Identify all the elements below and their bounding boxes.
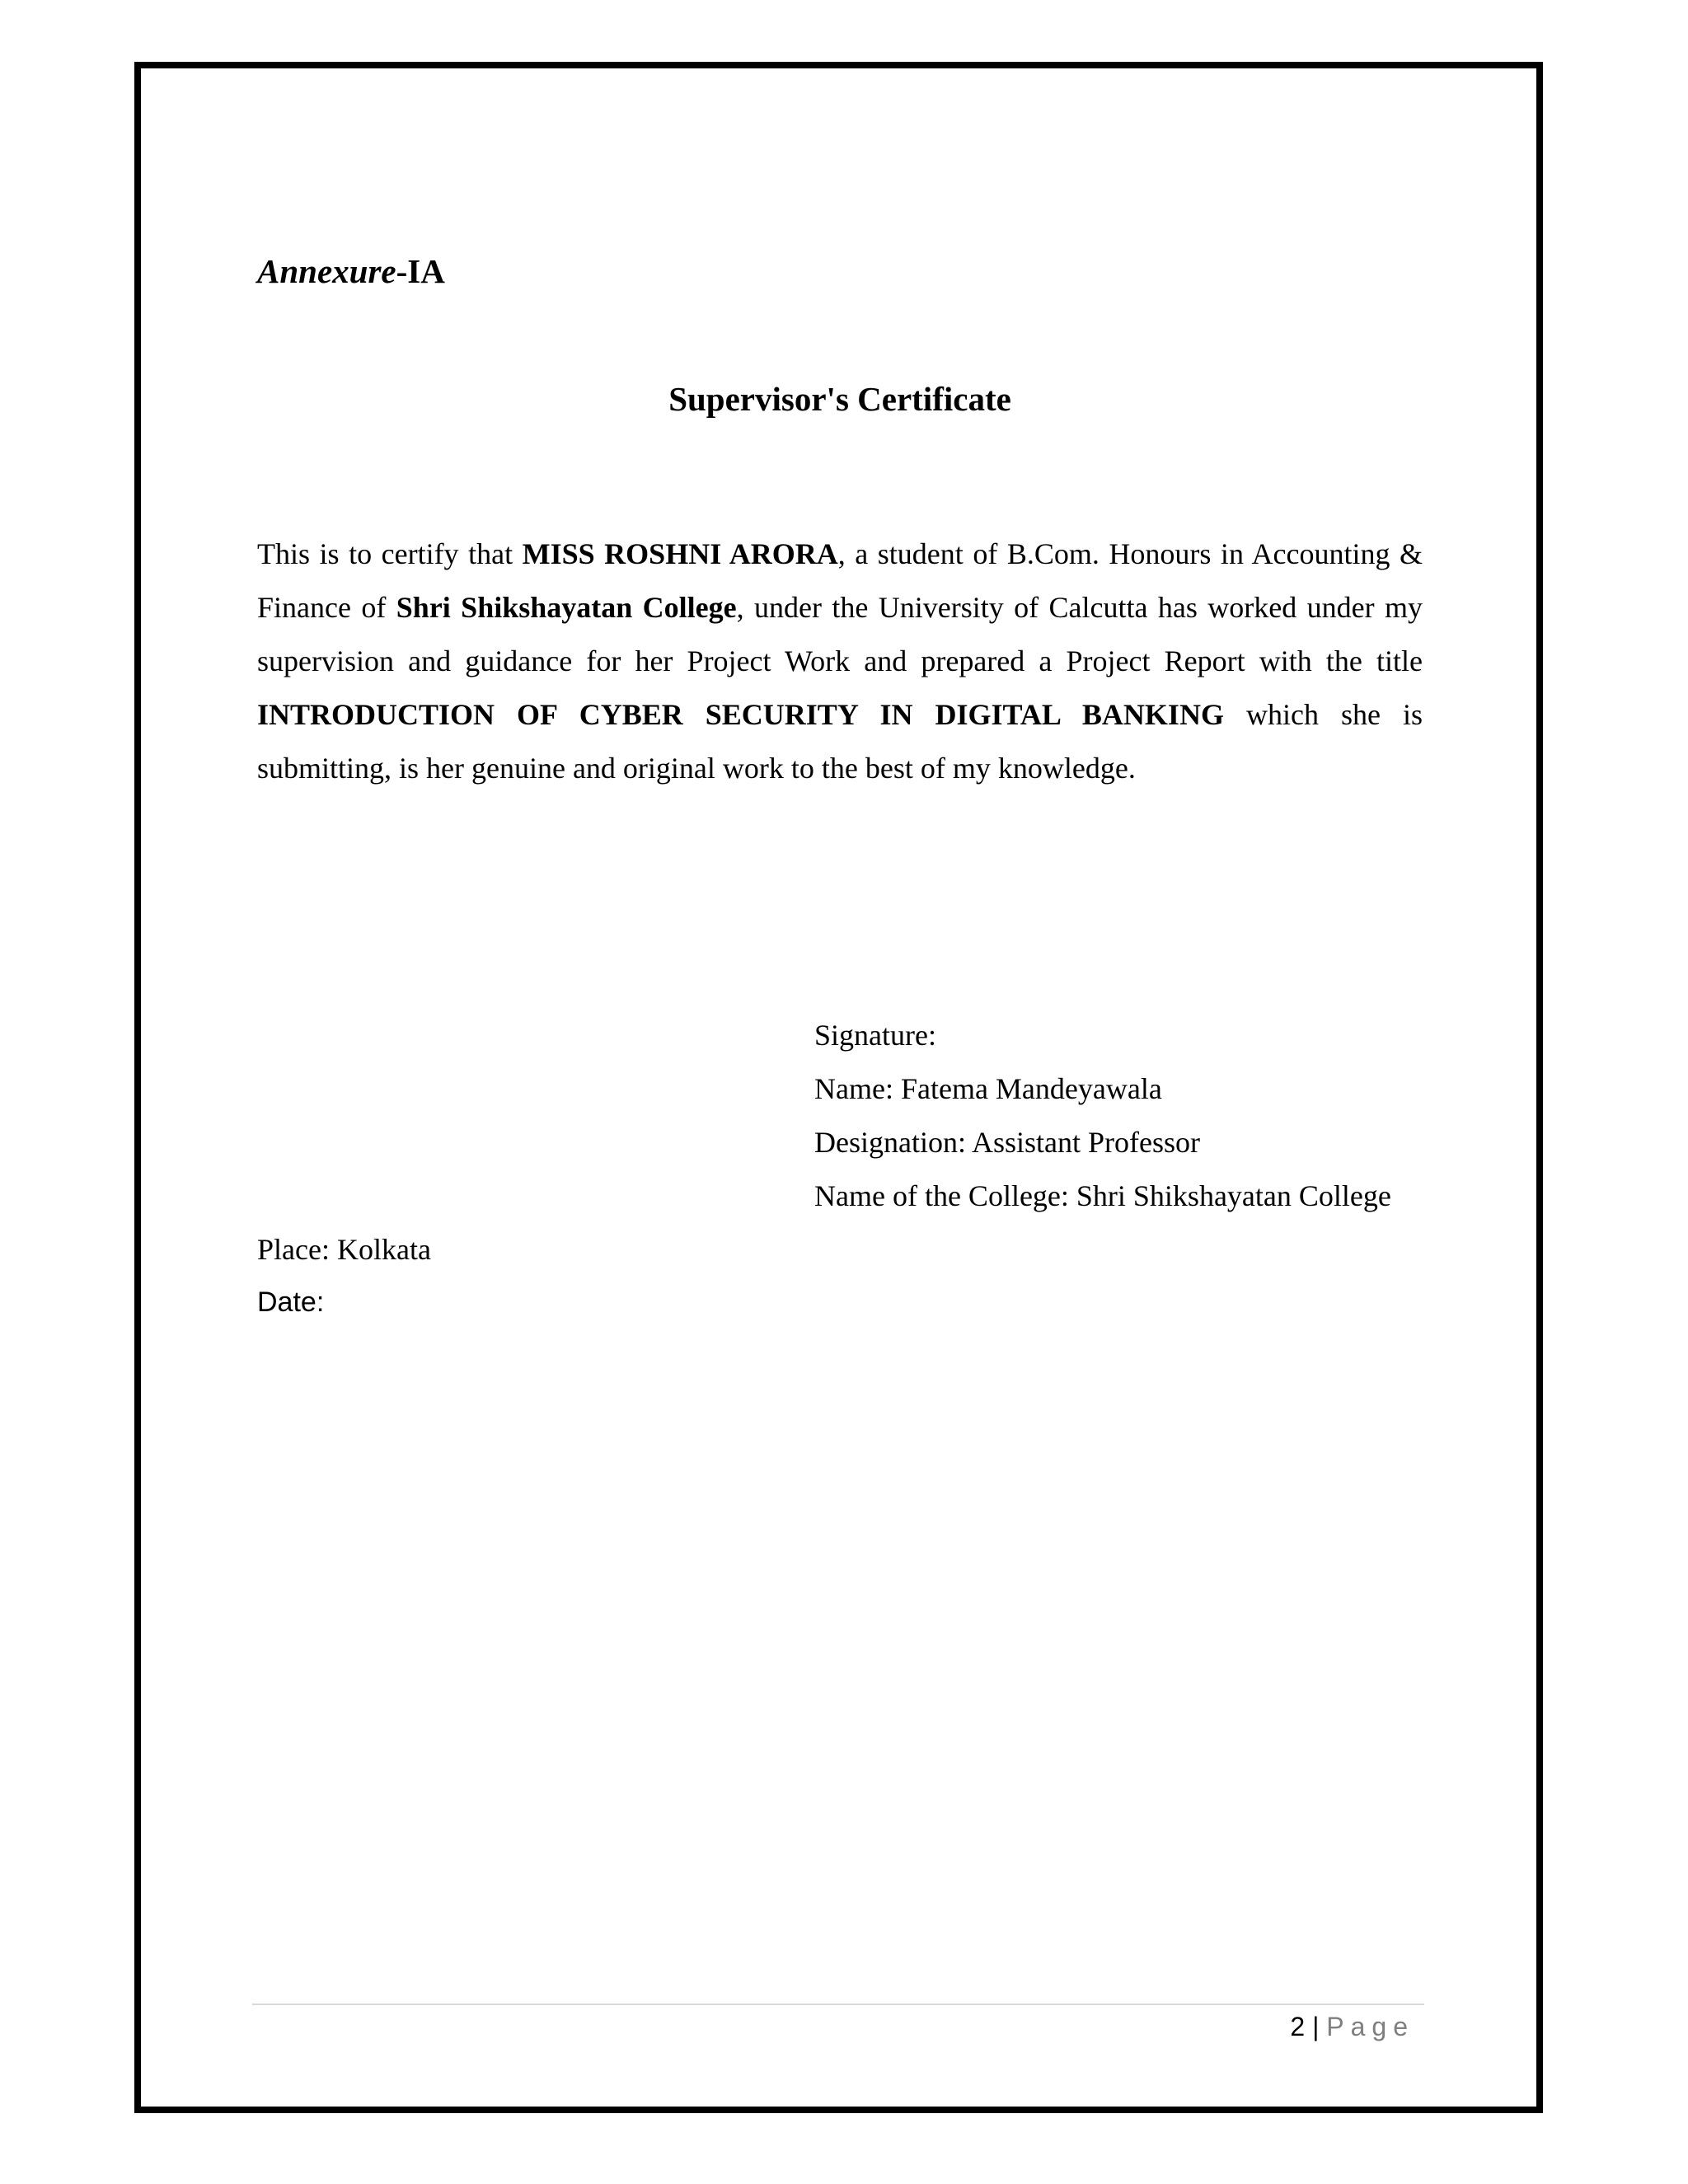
certificate-body xyxy=(257,527,1423,795)
supervisor-college: Name of the College: Shri Shikshayatan College xyxy=(814,1179,1391,1212)
annexure-label xyxy=(257,251,445,292)
page-separator: | xyxy=(1305,2012,1327,2041)
page-footer xyxy=(1290,2006,1414,2047)
annexure-italic: Annexure xyxy=(257,252,396,290)
signature-line: Signature: xyxy=(814,1019,936,1052)
annexure-suffix: -IA xyxy=(396,252,445,290)
page-number: 2 xyxy=(1290,2012,1306,2041)
supervisor-name: Name: Fatema Mandeyawala xyxy=(814,1072,1162,1105)
supervisor-designation: Designation: Assistant Professor xyxy=(814,1126,1200,1159)
certificate-text-1: This is to certify that xyxy=(257,537,523,570)
student-name: MISS ROSHNI ARORA xyxy=(522,537,838,570)
project-title: INTRODUCTION OF CYBER SECURITY IN DIGITAL BANKING xyxy=(257,698,1224,731)
certificate-text-4: which she is submitting, is her genuine and original work to the best of my knowledge. xyxy=(257,698,1423,785)
certificate-text-3: , under the University of Calcutta has worked under my supervision and guidance for her Project Work and prepared a Project Report with the title xyxy=(257,591,1423,677)
college-name: Shri Shikshayatan College xyxy=(396,591,737,624)
certificate-title: Supervisor's Certificate xyxy=(668,380,1011,418)
footer-divider xyxy=(252,2004,1424,2005)
page-word: Page xyxy=(1326,2012,1414,2041)
date-line: Date: xyxy=(257,1286,325,1318)
place-line: Place: Kolkata xyxy=(257,1233,431,1266)
signature-block xyxy=(814,1009,1391,1223)
certificate-text-2: , a student of B.Com. Honours in Accounting & Finance of xyxy=(257,537,1423,624)
